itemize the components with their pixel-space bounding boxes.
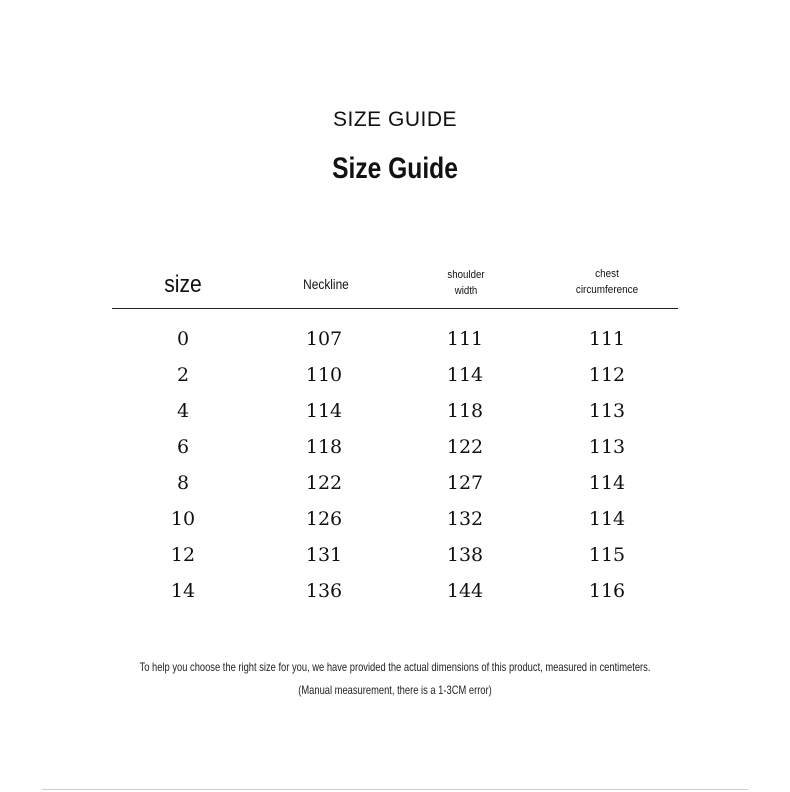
cell-shoulder-width: 127: [446, 472, 484, 494]
cell-shoulder-width: 138: [446, 544, 484, 566]
header-chest-circumference: [544, 266, 670, 298]
cell-chest-circumference: 114: [588, 508, 626, 530]
cell-neckline: 114: [305, 400, 343, 422]
header-shoulder-line1: shoulder: [447, 269, 485, 281]
cell-neckline: 122: [305, 472, 343, 494]
cell-shoulder-width: 132: [446, 508, 484, 530]
cell-chest-circumference: 113: [588, 400, 626, 422]
size-table: [112, 262, 678, 615]
cell-neckline: 110: [305, 364, 343, 386]
table-row: [112, 507, 678, 543]
table-row: [112, 327, 678, 363]
table-row: [112, 579, 678, 615]
table-row: [112, 543, 678, 579]
header-chest-line1: chest: [595, 268, 619, 280]
header-shoulder-line2: width: [454, 285, 478, 297]
page-title: Size Guide: [332, 152, 458, 185]
cell-chest-circumference: 111: [588, 328, 626, 350]
cell-shoulder-width: 144: [446, 580, 484, 602]
cell-shoulder-width: 111: [446, 328, 484, 350]
cell-chest-circumference: 114: [588, 472, 626, 494]
cell-neckline: 118: [305, 436, 343, 458]
cell-size: 8: [176, 472, 190, 494]
cell-size: 0: [176, 328, 190, 350]
cell-size: 14: [170, 580, 196, 602]
cell-neckline: 131: [305, 544, 343, 566]
cell-chest-circumference: 112: [588, 364, 626, 386]
error-note: (Manual measurement, there is a 1-3CM error): [298, 683, 492, 697]
bottom-divider: [42, 789, 748, 790]
measurement-note: To help you choose the right size for you, we have provided the actual dimensions of this product, measured in centimeters.: [139, 660, 651, 674]
cell-neckline: 126: [305, 508, 343, 530]
cell-shoulder-width: 118: [446, 400, 484, 422]
cell-size: 6: [176, 436, 190, 458]
table-row: [112, 471, 678, 507]
header-chest-line2: circumference: [575, 284, 639, 296]
table-row: [112, 435, 678, 471]
cell-shoulder-width: 122: [446, 436, 484, 458]
table-row: [112, 399, 678, 435]
size-guide-eyebrow: SIZE GUIDE: [332, 108, 458, 131]
cell-size: 10: [170, 508, 196, 530]
cell-chest-circumference: 115: [588, 544, 626, 566]
table-body: [112, 309, 678, 615]
cell-size: 2: [176, 364, 190, 386]
header-neckline: Neckline: [303, 276, 349, 292]
cell-chest-circumference: 113: [588, 436, 626, 458]
cell-chest-circumference: 116: [588, 580, 626, 602]
cell-neckline: 136: [305, 580, 343, 602]
cell-size: 4: [176, 400, 190, 422]
cell-size: 12: [170, 544, 196, 566]
header-size: size: [164, 271, 202, 298]
table-header: [112, 262, 678, 309]
table-row: [112, 363, 678, 399]
cell-shoulder-width: 114: [446, 364, 484, 386]
cell-neckline: 107: [305, 328, 343, 350]
header-shoulder-width: [404, 267, 527, 299]
